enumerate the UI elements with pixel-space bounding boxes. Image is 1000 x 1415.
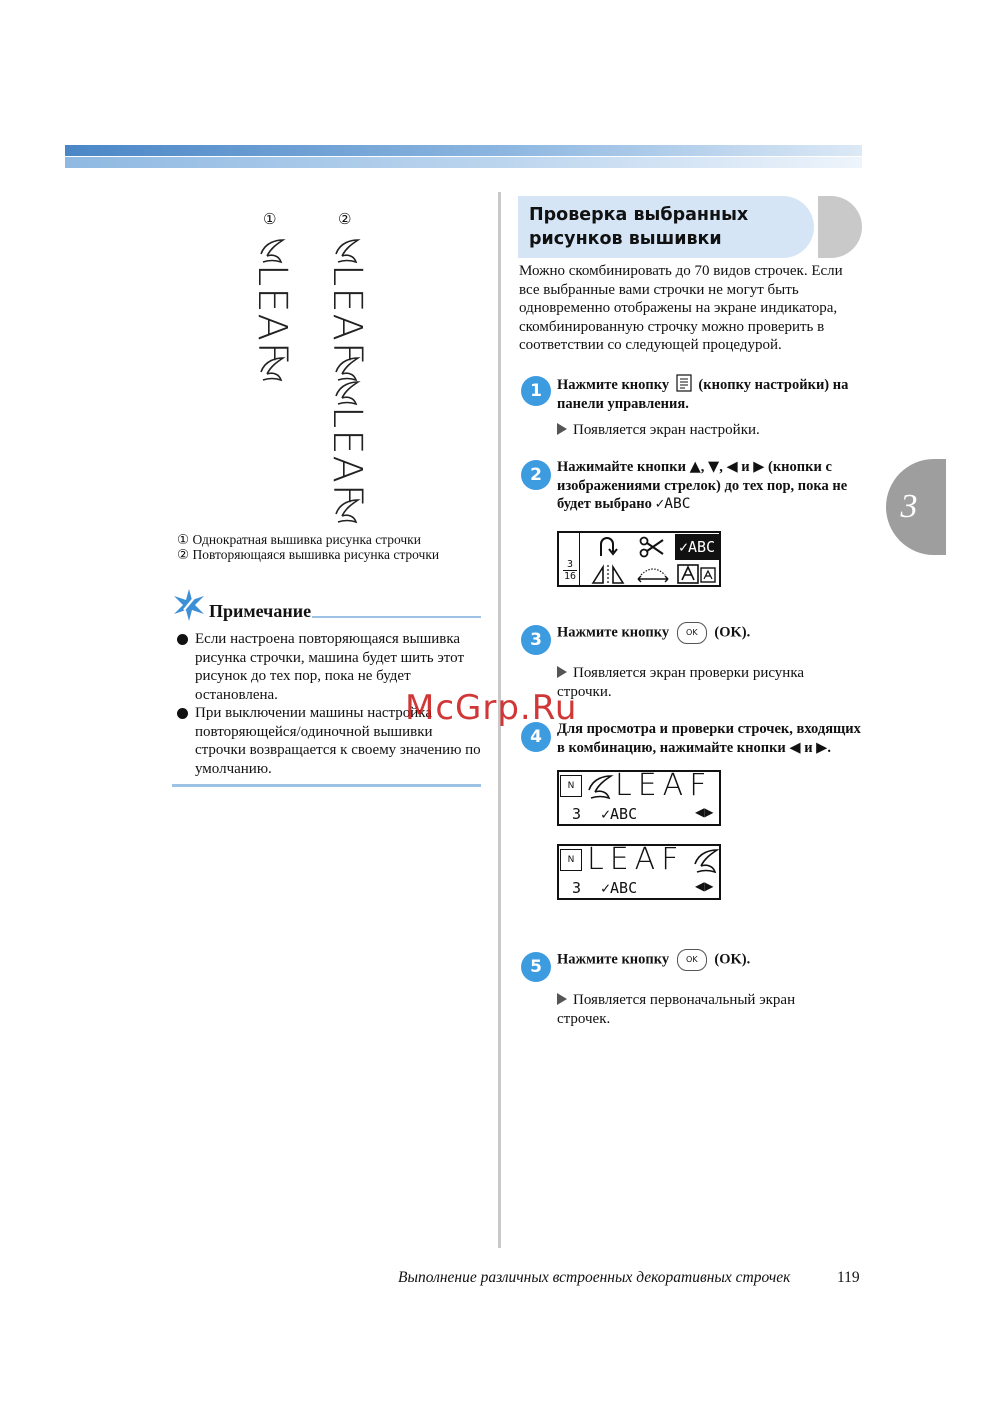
step-1-result: Появляется экран настройки.	[557, 421, 760, 440]
leaf-icon	[257, 236, 287, 266]
step-badge-4: 4	[521, 722, 551, 752]
stitch-width-icon	[637, 565, 669, 583]
step-badge-2: 2	[521, 460, 551, 490]
lcd-scroll-arrows-icon: ◀▶	[695, 805, 714, 819]
arrow-right-icon: ▶	[753, 459, 765, 475]
arrow-left-icon: ◀	[789, 739, 801, 756]
leaf-icon	[332, 496, 362, 526]
step-4-text: Для просмотра и проверки строчек, входящих в комбинацию, нажимайте кнопки ◀ и ▶.	[557, 721, 861, 756]
note-title: Примечание	[209, 601, 312, 621]
footer-title: Выполнение различных встроенных декоративных строчек	[398, 1269, 791, 1286]
step-3-result: Появляется экран проверки рисунка строчки.	[557, 665, 805, 700]
ok-button[interactable]: OK	[677, 949, 707, 971]
arrow-right-icon: ▶	[816, 739, 828, 756]
lcd-settings-screen	[557, 531, 721, 587]
lcd-check-screen-2	[557, 844, 721, 900]
bullet-icon	[177, 708, 188, 719]
leaf-icon	[257, 354, 287, 384]
arrow-left-icon: ◀	[726, 459, 738, 475]
note-bullet-1: Если настроена повторяющаяся вышивка рисунка строчки, машина будет шить этот рисунок до тех пор, пока не будет остановлена.	[195, 631, 464, 703]
single-stitch-text: LEAF	[249, 264, 295, 366]
chapter-number: 3	[900, 488, 918, 525]
arrow-up-icon: ▲	[689, 459, 701, 475]
lcd-pattern-text: LEAF	[615, 768, 713, 803]
repeat-stitch-text-1: LEAF	[324, 264, 370, 366]
step-1-text: Нажмите кнопку (кнопку настройки) на панели управления.	[557, 374, 862, 413]
lcd-count: 3	[572, 805, 582, 823]
header-gradient-bar-bottom	[65, 157, 862, 168]
stitch-pattern-icon: N	[560, 849, 582, 871]
section-heading-arc	[818, 196, 862, 258]
lcd-mode: ✓ABC	[601, 805, 638, 823]
watermark: McGrp.Ru	[405, 688, 578, 728]
page-number: 119	[837, 1269, 860, 1286]
note-bottom-rule	[172, 784, 481, 787]
scissors-icon	[639, 536, 665, 558]
lcd-scroll-arrows-icon: ◀▶	[695, 879, 714, 893]
reverse-stitch-icon	[595, 536, 619, 558]
step-5-result: Появляется первоначальный экран строчек.	[557, 992, 796, 1027]
step-badge-5: 5	[521, 952, 551, 982]
result-arrow-icon	[557, 666, 567, 678]
leaf-icon	[691, 846, 721, 876]
mirror-icon	[591, 563, 625, 585]
stitch-pattern-icon: N	[560, 775, 582, 797]
section-intro: Можно скомбинировать до 70 видов строчек. Если все выбранные вами строчки не могут быть одновременно отображены на экране индикатора, скомбинированную строчку можно проверить в соответствии со следующей процедурой.	[519, 263, 843, 354]
bullet-icon	[177, 634, 188, 645]
settings-button-icon	[676, 374, 692, 392]
marker-1: ①	[263, 210, 277, 228]
step-badge-3: 3	[521, 625, 551, 655]
leaf-icon	[332, 378, 362, 408]
caption-repeat: ② Повторяющаяся вышивка рисунка строчки	[177, 547, 440, 562]
note-underline	[312, 616, 481, 618]
leaf-icon	[585, 772, 615, 802]
lcd-selected-mode: ✓ABC	[675, 534, 719, 560]
lcd-fraction: 3 16	[563, 559, 577, 582]
note-star-icon	[172, 588, 206, 622]
result-arrow-icon	[557, 993, 567, 1005]
lcd-count: 3	[572, 879, 582, 897]
font-size-icon	[677, 564, 717, 584]
repeat-stitch-text-2: LEAF	[324, 406, 370, 508]
leaf-icon	[332, 236, 362, 266]
selected-option-label: ✓ABC	[655, 496, 691, 512]
chapter-tab[interactable]	[886, 459, 946, 555]
ok-button[interactable]: OK	[677, 622, 707, 644]
arrow-down-icon: ▼	[708, 459, 720, 475]
lcd-check-screen-1	[557, 770, 721, 826]
step-3-text: Нажмите кнопку OK (OK).	[557, 622, 862, 644]
section-title: Проверка выбранных рисунков вышивки	[529, 205, 749, 249]
caption-single: ① Однократная вышивка рисунка строчки	[177, 532, 421, 547]
step-5-text: Нажмите кнопку OK (OK).	[557, 949, 862, 971]
marker-2: ②	[338, 210, 352, 228]
step-2-text: Нажимайте кнопки ▲, ▼, ◀ и ▶ (кнопки с изображениями стрелок) до тех пор, пока не будет выбрано ✓ABC	[557, 459, 848, 512]
step-badge-1: 1	[521, 376, 551, 406]
lcd-mode: ✓ABC	[601, 879, 638, 897]
header-gradient-bar-top	[65, 145, 862, 156]
result-arrow-icon	[557, 423, 567, 435]
note-bullet-2: При выключении машины настройка повторяющейся/одиночной вышивки строчки возвращается к своему значению по умолчанию.	[195, 705, 481, 777]
lcd-pattern-text: LEAF	[587, 842, 685, 877]
